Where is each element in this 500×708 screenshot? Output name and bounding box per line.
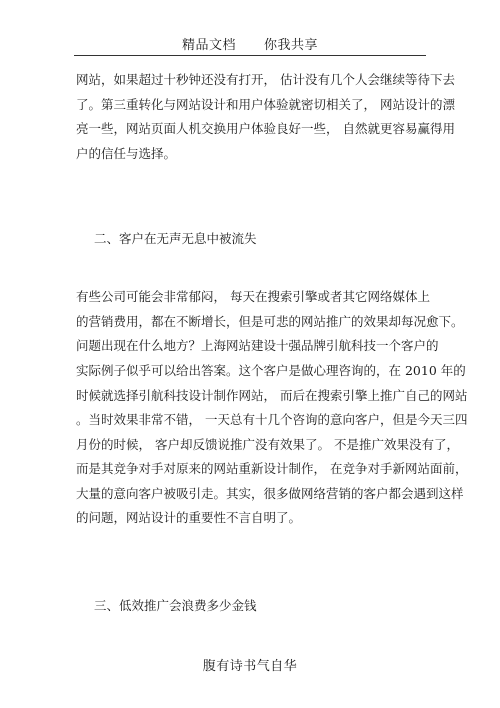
text-line: 。当时效果非常不错， 一天总有十几个咨询的意向客户，但是今天三四 bbox=[76, 412, 468, 427]
header-divider bbox=[74, 55, 426, 56]
paragraph-1 bbox=[76, 68, 455, 166]
text-line: 的营销费用，都在不断增长，但是可悲的网站推广的效果却每况愈下。 bbox=[76, 313, 464, 329]
text-line: 时候就选择引航科技设计制作网站， 而后在搜索引擎上推广自己的网站 bbox=[76, 387, 468, 403]
text-line: 月份的时候， 客户却反馈说推广没有效果了。 不是推广效果没有了， bbox=[76, 436, 459, 452]
text-line: 实际例子似乎可以给出答案。这个客户是做心理咨询的，在 2010 年的 bbox=[76, 363, 466, 378]
text-line: 的问题，网站设计的重要性不言自明了。 bbox=[76, 510, 302, 525]
text-line: 户的信任与选择。 bbox=[76, 145, 177, 161]
text-line: 而是其竞争对手对原来的网站重新设计制作， 在竞争对手新网站面前， bbox=[76, 461, 468, 476]
paragraph-2a bbox=[76, 285, 464, 359]
header-right-text: 你我共享 bbox=[264, 38, 319, 53]
header-left-text: 精品文档 bbox=[181, 38, 236, 53]
text-line: 亮一些，网站页面人机交换用户体验良好一些， 自然就更容易赢得用 bbox=[76, 121, 455, 136]
section-heading-2: 二、客户在无声无息中被流失 bbox=[94, 231, 257, 246]
text-line: 有些公司可能会非常郁闷， 每天在搜索引擎或者其它网络媒体上 bbox=[76, 289, 430, 304]
text-line: 问题出现在什么地方？上海网站建设十强品牌引航科技一个客户的 bbox=[76, 338, 439, 353]
text-line: 网站，如果超过十秒钟还没有打开， 估计没有几个人会继续等待下去 bbox=[76, 72, 455, 87]
page-header bbox=[0, 34, 500, 53]
section-heading-3: 三、低效推广会浪费多少金钱 bbox=[94, 598, 257, 613]
text-line: 大量的意向客户被吸引走。其实，很多做网络营销的客户都会遇到这样 bbox=[76, 485, 464, 501]
page-footer: 腹有诗书气自华 bbox=[202, 659, 298, 674]
paragraph-2b bbox=[76, 359, 468, 531]
text-line: 了。第三重转化与网站设计和用户体验就密切相关了， 网站设计的漂 bbox=[76, 96, 455, 112]
